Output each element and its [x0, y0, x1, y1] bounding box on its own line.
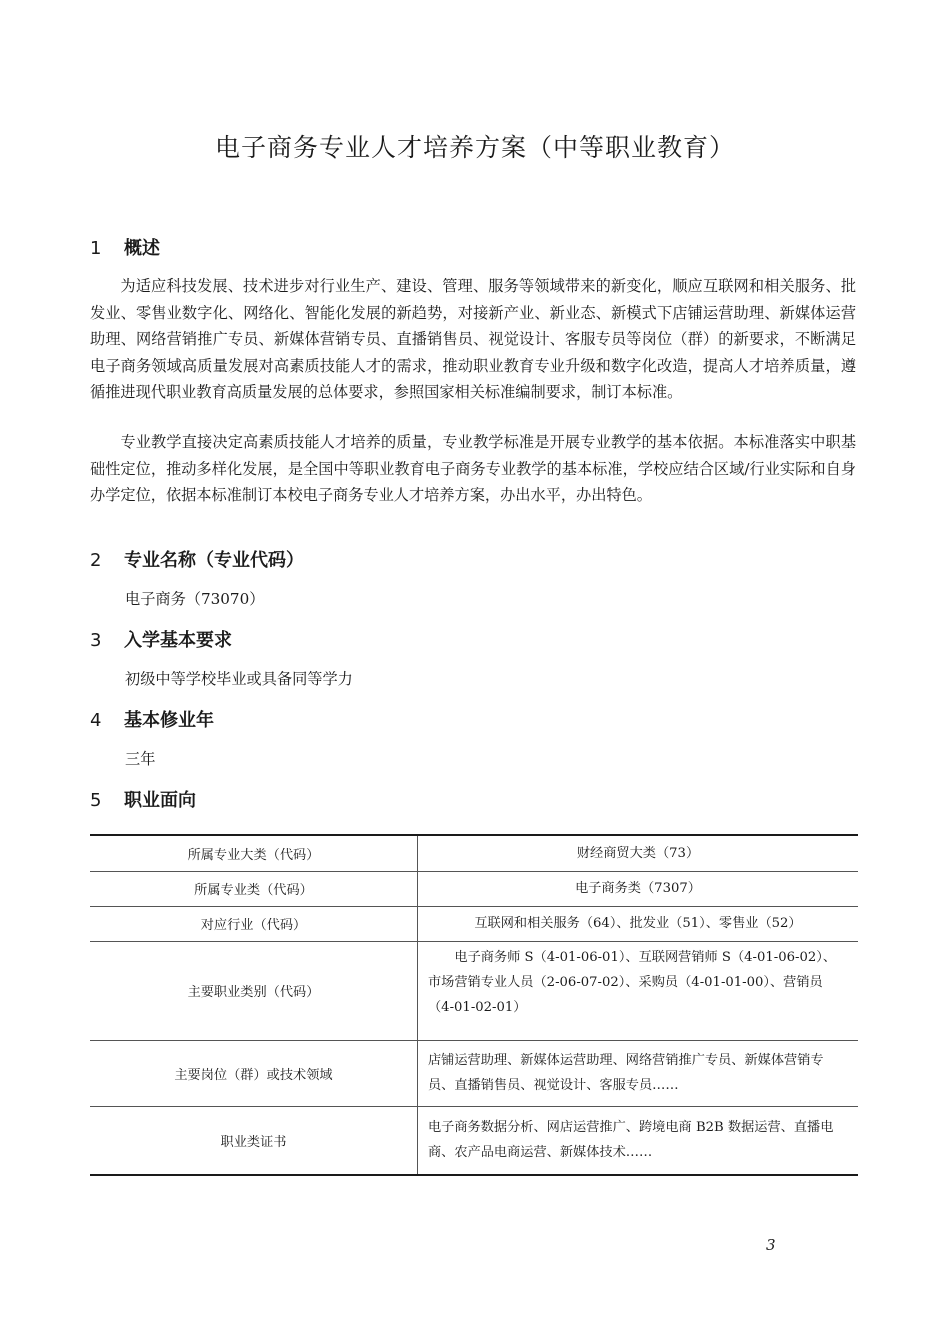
section-title: 基本修业年 [124, 710, 214, 731]
overview-paragraph-1: 为适应科技发展、技术进步对行业生产、建设、管理、服务等领域带来的新变化，顺应互联网和相关服务、批发业、零售业数字化、网络化、智能化发展的新趋势，对接新产业、新业态、新模式下店铺运营助理、新媒体运营助理、网络营销推广专员、新媒体营销专员、直播销售员、视觉设计、客服专员等岗位（群）的新要求，不断满足电子商务领域高质量发展对高素质技能人才的需求，推动职业教育专业升级和数字化改造，提高人才培养质量，遵循推进现代职业教育高质量发展的总体要求，参照国家相关标准编制要求，制订本标准。 [90, 277, 856, 401]
admission-value: 初级中等学校毕业或具备同等学力 [125, 670, 353, 688]
table-row [90, 871, 858, 906]
career-orientation-table [90, 834, 858, 1176]
table-label-cell: 所属专业类（代码） [90, 871, 418, 906]
table-row [90, 941, 858, 1040]
table-label-cell: 主要岗位（群）或技术领域 [90, 1040, 418, 1106]
section-number: 2 [90, 550, 102, 571]
page-title: 电子商务专业人才培养方案（中等职业教育） [214, 133, 735, 162]
table-value-cell: 店铺运营助理、新媒体运营助理、网络营销推广专员、新媒体营销专员、直播销售员、视觉设计、客服专员…… [418, 1040, 859, 1106]
section-number: 1 [90, 238, 102, 259]
section-number: 4 [90, 710, 102, 731]
table-row [90, 1040, 858, 1106]
section-title: 职业面向 [124, 790, 196, 811]
table-value-cell: 财经商贸大类（73） [418, 835, 859, 871]
section-number: 5 [90, 790, 102, 811]
section-number: 3 [90, 630, 102, 651]
table-label-cell: 主要职业类别（代码） [90, 941, 418, 1040]
section-heading-career [90, 789, 196, 813]
table-row [90, 906, 858, 941]
section-title: 专业名称（专业代码） [124, 550, 304, 571]
section-heading-overview [90, 237, 160, 261]
section-heading-admission [90, 629, 232, 653]
table-value-cell: 电子商务数据分析、网店运营推广、跨境电商 B2B 数据运营、直播电商、农产品电商运营、新媒体技术…… [418, 1106, 859, 1175]
section-title: 概述 [124, 238, 160, 259]
table-value-cell: 互联网和相关服务（64）、批发业（51）、零售业（52） [418, 906, 859, 941]
section-heading-duration [90, 709, 214, 733]
duration-value: 三年 [125, 750, 156, 768]
page-number: 3 [766, 1236, 776, 1254]
table-label-cell: 对应行业（代码） [90, 906, 418, 941]
table-value-cell: 电子商务师 S（4-01-06-01）、互联网营销师 S（4-01-06-02）、市场营销专业人员（2-06-07-02）、采购员（4-01-01-00）、营销员（4-01-02-01） [418, 941, 859, 1040]
table-label-cell: 所属专业大类（代码） [90, 835, 418, 871]
section-heading-major-name [90, 549, 304, 573]
table-label-cell: 职业类证书 [90, 1106, 418, 1175]
table-row [90, 835, 858, 871]
overview-paragraph-2: 专业教学直接决定高素质技能人才培养的质量，专业教学标准是开展专业教学的基本依据。本标准落实中职基础性定位，推动多样化发展，是全国中等职业教育电子商务专业教学的基本标准，学校应结合区域/行业实际和自身办学定位，依据本标准制订本校电子商务专业人才培养方案，办出水平，办出特色。 [90, 433, 856, 504]
major-name-value: 电子商务（73070） [125, 590, 265, 608]
table-row [90, 1106, 858, 1175]
table-value-cell: 电子商务类（7307） [418, 871, 859, 906]
section-title: 入学基本要求 [124, 630, 232, 651]
